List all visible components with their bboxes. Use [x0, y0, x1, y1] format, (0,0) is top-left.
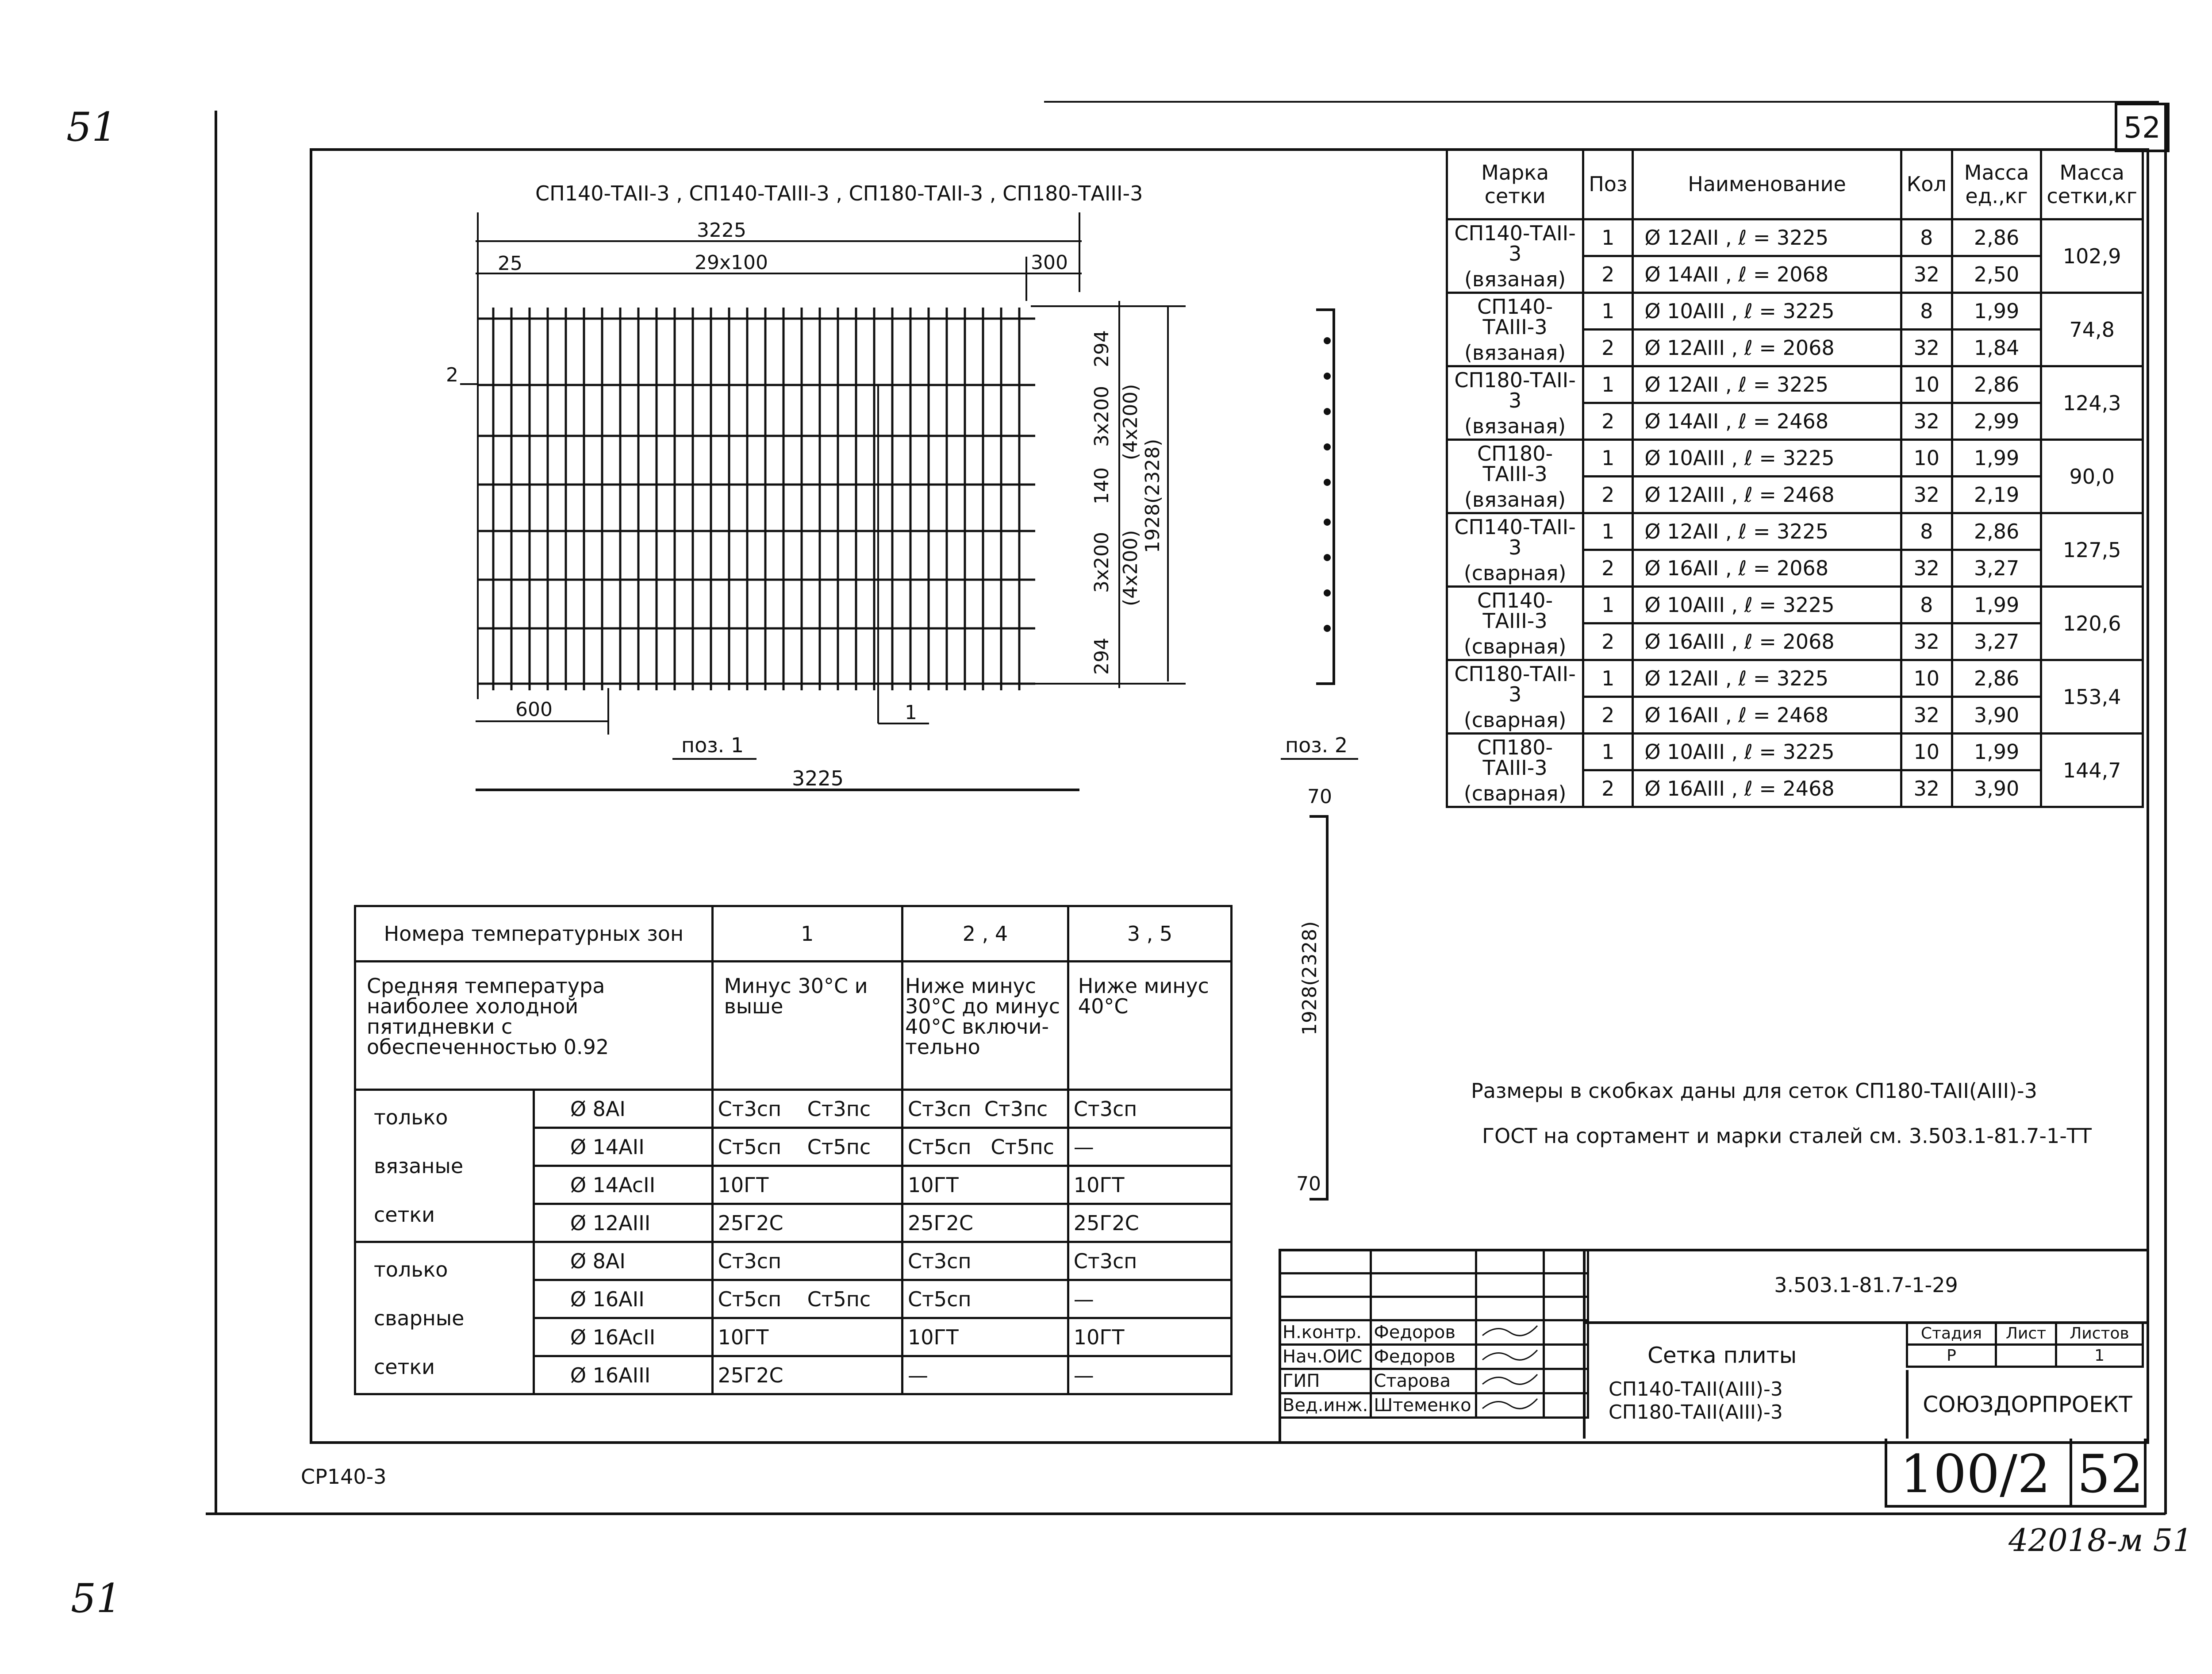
- spec-qty: 32: [1901, 770, 1952, 807]
- revision-grid: [1279, 1249, 1589, 1419]
- zones-steel-2: —: [902, 1356, 1068, 1394]
- doc-code: 3.503.1-81.7-1-29: [1583, 1249, 2147, 1324]
- spec-pos: 2: [1583, 403, 1633, 440]
- spec-mark: [1447, 366, 1583, 440]
- spec-qty: 10: [1901, 366, 1952, 403]
- zones-steel-1: Ст3сп: [712, 1242, 902, 1280]
- sheets-header: Листов: [2056, 1323, 2143, 1345]
- spec-row: [1447, 660, 2143, 697]
- signature-role: Нач.ОИС: [1280, 1345, 1371, 1369]
- spec-unit-mass: 2,86: [1952, 660, 2041, 697]
- spec-mark-code: СП140-ТАIII-3: [1477, 294, 1553, 339]
- spec-mark-type: (сварная): [1463, 781, 1567, 805]
- zone-temp-2: Ниже минус 30°С до минус 40°С включи-тельно: [902, 962, 1068, 1090]
- spec-unit-mass: 3,27: [1952, 550, 2041, 587]
- spec-name: Ø 12AII , ℓ = 3225: [1633, 513, 1901, 550]
- bar-section-dot: [1324, 554, 1331, 561]
- zones-group-label-line: сетки: [374, 1202, 435, 1227]
- spec-pos: 2: [1583, 770, 1633, 807]
- dim-total: 3225: [697, 219, 746, 242]
- spec-unit-mass: 2,19: [1952, 477, 2041, 513]
- zones-group-label: [355, 1242, 534, 1394]
- zone-temp-1: Минус 30°С и выше: [712, 962, 902, 1090]
- spec-name: Ø 12AII , ℓ = 3225: [1633, 660, 1901, 697]
- sheet-title: Сетка плиты: [1647, 1343, 1797, 1368]
- pos1-label: поз. 1: [681, 733, 744, 757]
- spec-total-mass: 120,6: [2041, 587, 2143, 660]
- spec-pos: 2: [1583, 550, 1633, 587]
- signature-name: Федоров: [1371, 1320, 1476, 1345]
- sheet-number: 52: [2077, 1443, 2144, 1505]
- dim-294-bot: 294: [1091, 638, 1113, 675]
- spec-name: Ø 12AIII , ℓ = 2468: [1633, 477, 1901, 513]
- spec-name: Ø 12AIII , ℓ = 2068: [1633, 330, 1901, 366]
- spec-mark-code: СП180-ТАII-3: [1454, 662, 1576, 706]
- spec-unit-mass: 2,99: [1952, 403, 2041, 440]
- spec-pos: 1: [1583, 366, 1633, 403]
- signature-role: Вед.инж.: [1280, 1393, 1371, 1418]
- zones-steel-3: —: [1068, 1128, 1231, 1166]
- zones-group-label-line: сварные: [374, 1306, 465, 1330]
- note-gost: ГОСТ на сортамент и марки сталей см. 3.503.1-81.7-1-ТТ: [1482, 1124, 2092, 1148]
- zones-steel-2: Ст5сп: [902, 1280, 1068, 1318]
- spec-name: Ø 12AII , ℓ = 3225: [1633, 219, 1901, 256]
- pos2-label: поз. 2: [1285, 733, 1348, 757]
- dim-294-top: 294: [1091, 330, 1113, 367]
- zones-bar: Ø 8AI: [534, 1242, 712, 1280]
- signature-row: [1280, 1320, 1588, 1345]
- spec-name: Ø 12AII , ℓ = 3225: [1633, 366, 1901, 403]
- zones-steel-1: 25Г2С: [712, 1356, 902, 1394]
- spec-mark-type: (вязаная): [1464, 487, 1566, 512]
- spec-unit-mass: 2,86: [1952, 366, 2041, 403]
- spec-name: Ø 14AII , ℓ = 2068: [1633, 256, 1901, 293]
- spec-total-mass: 153,4: [2041, 660, 2143, 734]
- spec-qty: 32: [1901, 477, 1952, 513]
- signature-role: Н.контр.: [1280, 1320, 1371, 1345]
- handwritten-archive-number: 42018-м 51: [2008, 1522, 2193, 1559]
- spec-pos: 1: [1583, 293, 1633, 330]
- dim-height: 1928(2328): [1141, 439, 1164, 553]
- zones-group-label-line: только: [374, 1257, 448, 1281]
- spec-total-mass: 127,5: [2041, 513, 2143, 587]
- zones-steel-2: Ст5сп Ст5пс: [902, 1128, 1068, 1166]
- zones-header-label: Номера температурных зон: [355, 906, 713, 962]
- spec-name: Ø 10AIII , ℓ = 3225: [1633, 440, 1901, 477]
- signature-date: [1544, 1320, 1588, 1345]
- sheet-number-top: 52: [2115, 103, 2170, 152]
- spec-qty: 10: [1901, 660, 1952, 697]
- doc-number: 100/2: [1900, 1443, 2051, 1505]
- zones-steel-3: Ст3сп: [1068, 1090, 1231, 1128]
- bar-section-dot: [1324, 625, 1331, 632]
- dim-pitch: 29x100: [695, 251, 768, 274]
- bar-section-dot: [1324, 408, 1331, 415]
- temperature-zones-table: [354, 905, 1233, 1395]
- signature-date: [1544, 1345, 1588, 1369]
- spec-unit-mass: 1,99: [1952, 293, 2041, 330]
- spec-unit-mass: 1,99: [1952, 734, 2041, 770]
- signature-mark: [1476, 1369, 1544, 1393]
- zones-steel-3: —: [1068, 1356, 1231, 1394]
- spec-mark-type: (сварная): [1463, 708, 1567, 732]
- spec-mark-code: СП180-ТАII-3: [1454, 368, 1576, 412]
- signature-mark: [1476, 1393, 1544, 1418]
- pos1-marker: 1: [905, 701, 917, 724]
- spec-pos: 1: [1583, 587, 1633, 623]
- zones-steel-3: 10ГТ: [1068, 1166, 1231, 1204]
- spec-name: Ø 16AII , ℓ = 2468: [1633, 697, 1901, 734]
- zone-col-2: 2 , 4: [902, 906, 1068, 962]
- zones-steel-3: —: [1068, 1280, 1231, 1318]
- zones-temp-label: Средняя температура наиболее холодной пятидневки с обеспеченностью 0.92: [355, 962, 713, 1090]
- spec-pos: 2: [1583, 256, 1633, 293]
- spec-name: Ø 16AII , ℓ = 2068: [1633, 550, 1901, 587]
- spec-pos: 1: [1583, 734, 1633, 770]
- zones-bar: Ø 14AII: [534, 1128, 712, 1166]
- spec-qty: 10: [1901, 734, 1952, 770]
- spec-header-pos: Поз: [1583, 150, 1633, 219]
- spec-pos: 1: [1583, 513, 1633, 550]
- signature-name: Штеменко: [1371, 1393, 1476, 1418]
- spec-mark: [1447, 293, 1583, 366]
- bar-section-dot: [1324, 479, 1331, 486]
- zones-bar: Ø 8AI: [534, 1090, 712, 1128]
- spec-mark-code: СП140-ТАII-3: [1454, 221, 1576, 266]
- spec-row: [1447, 219, 2143, 256]
- stage-header: Стадия: [1907, 1323, 1996, 1345]
- zones-steel-3: Ст3сп: [1068, 1242, 1231, 1280]
- spec-pos: 2: [1583, 623, 1633, 660]
- zones-steel-2: Ст3сп: [902, 1242, 1068, 1280]
- sheet-header: Лист: [1996, 1323, 2056, 1345]
- stage-value: Р: [1907, 1345, 1996, 1367]
- zones-bar: Ø 14AcII: [534, 1166, 712, 1204]
- pos2-height-dim: 1928(2328): [1298, 921, 1321, 1035]
- sheets-value: 1: [2056, 1345, 2143, 1367]
- handwritten-mark-top: 51: [66, 104, 117, 150]
- spec-row: [1447, 293, 2143, 330]
- spec-pos: 1: [1583, 440, 1633, 477]
- spec-pos: 2: [1583, 330, 1633, 366]
- handwritten-mark-bottom: 51: [71, 1575, 122, 1622]
- spec-qty: 8: [1901, 587, 1952, 623]
- spec-mark: [1447, 440, 1583, 513]
- spec-mark-type: (вязаная): [1464, 414, 1566, 438]
- zones-group-label-line: сетки: [374, 1355, 435, 1379]
- spec-qty: 32: [1901, 330, 1952, 366]
- spec-pos: 2: [1583, 477, 1633, 513]
- spec-qty: 8: [1901, 219, 1952, 256]
- spec-mark-code: СП180-ТАIII-3: [1477, 441, 1553, 486]
- signature-mark: [1476, 1320, 1544, 1345]
- spec-mark-code: СП140-ТАIII-3: [1477, 588, 1553, 633]
- bar-section-dot: [1324, 373, 1331, 380]
- pos1-length: 3225: [792, 766, 844, 790]
- spec-unit-mass: 2,50: [1952, 256, 2041, 293]
- spec-pos: 2: [1583, 697, 1633, 734]
- spec-qty: 32: [1901, 623, 1952, 660]
- spec-row: [1447, 513, 2143, 550]
- zones-steel-2: 10ГТ: [902, 1318, 1068, 1356]
- spec-unit-mass: 2,86: [1952, 219, 2041, 256]
- organization-name: СОЮЗДОРПРОЕКТ: [1906, 1370, 2147, 1439]
- zones-steel-2: Ст3сп Ст3пс: [902, 1090, 1068, 1128]
- spec-qty: 32: [1901, 403, 1952, 440]
- spec-name: Ø 10AIII , ℓ = 3225: [1633, 587, 1901, 623]
- dim-4x200-a: (4x200): [1119, 384, 1142, 460]
- spec-mark-code: СП180-ТАIII-3: [1477, 735, 1553, 780]
- sheet-title-line3: СП180-ТАII(AIII)-3: [1609, 1401, 1783, 1424]
- pos2-top-dim: 70: [1307, 785, 1332, 808]
- spec-unit-mass: 1,84: [1952, 330, 2041, 366]
- spec-header-name: Наименование: [1633, 150, 1901, 219]
- spec-name: Ø 10AIII , ℓ = 3225: [1633, 293, 1901, 330]
- spec-total-mass: 144,7: [2041, 734, 2143, 807]
- zones-bar: Ø 16AcII: [534, 1318, 712, 1356]
- spec-name: Ø 14AII , ℓ = 2468: [1633, 403, 1901, 440]
- spec-name: Ø 16AIII , ℓ = 2468: [1633, 770, 1901, 807]
- spec-qty: 10: [1901, 440, 1952, 477]
- dim-3x200-a: 3x200: [1091, 385, 1113, 447]
- spec-pos: 1: [1583, 219, 1633, 256]
- spec-header-mark: Марка сетки: [1447, 150, 1583, 219]
- spec-row: [1447, 440, 2143, 477]
- zones-steel-2: 25Г2С: [902, 1204, 1068, 1242]
- signature-mark: [1476, 1345, 1544, 1369]
- zone-col-1: 1: [712, 906, 902, 962]
- dim-140: 140: [1091, 467, 1113, 504]
- signature-date: [1544, 1393, 1588, 1418]
- spec-header-unit-mass: Масса ед.,кг: [1952, 150, 2041, 219]
- spec-qty: 32: [1901, 550, 1952, 587]
- signature-row: [1280, 1369, 1588, 1393]
- drawing-title: СП140-ТАII-3 , СП140-ТАIII-3 , СП180-ТАII-3 , СП180-ТАIII-3: [535, 181, 1143, 205]
- spec-row: [1447, 734, 2143, 770]
- spec-unit-mass: 3,90: [1952, 770, 2041, 807]
- spec-unit-mass: 3,90: [1952, 697, 2041, 734]
- pos2-marker: 2: [446, 364, 458, 386]
- zones-row: [355, 1242, 1232, 1280]
- zone-temp-3: Ниже минус 40°С: [1068, 962, 1231, 1090]
- zones-steel-1: Ст5сп Ст5пс: [712, 1280, 902, 1318]
- spec-mark: [1447, 219, 1583, 293]
- zones-row: [355, 1090, 1232, 1128]
- spec-mark-type: (вязаная): [1464, 340, 1566, 365]
- zones-group-label: [355, 1090, 534, 1242]
- signature-row: [1280, 1393, 1588, 1418]
- spec-mark-type: (вязаная): [1464, 267, 1566, 291]
- spec-header-qty: Кол: [1901, 150, 1952, 219]
- spec-total-mass: 102,9: [2041, 219, 2143, 293]
- spec-name: Ø 16AIII , ℓ = 2068: [1633, 623, 1901, 660]
- signature-date: [1544, 1369, 1588, 1393]
- zones-steel-3: 25Г2С: [1068, 1204, 1231, 1242]
- sheet-title-cell: [1583, 1321, 1909, 1439]
- pos2-bottom-dim: 70: [1296, 1173, 1321, 1195]
- spec-mark: [1447, 513, 1583, 587]
- signature-row: [1280, 1345, 1588, 1369]
- left-code: СР140-3: [301, 1465, 387, 1489]
- zones-bar: Ø 16AII: [534, 1280, 712, 1318]
- sheet-title-line2: СП140-ТАII(AIII)-3: [1609, 1378, 1783, 1401]
- zones-steel-1: 10ГТ: [712, 1166, 902, 1204]
- sheet-value: [1996, 1345, 2056, 1367]
- spec-row: [1447, 366, 2143, 403]
- spec-unit-mass: 1,99: [1952, 440, 2041, 477]
- spec-qty: 8: [1901, 293, 1952, 330]
- zones-steel-3: 10ГТ: [1068, 1318, 1231, 1356]
- dim-left: 25: [498, 252, 522, 275]
- spec-mark-type: (сварная): [1463, 634, 1567, 658]
- specification-table: [1446, 148, 2144, 808]
- dim-4x200-b: (4x200): [1119, 530, 1142, 606]
- spec-unit-mass: 2,86: [1952, 513, 2041, 550]
- bar-section-dot: [1324, 443, 1331, 450]
- zone-col-3: 3 , 5: [1068, 906, 1231, 962]
- spec-total-mass: 74,8: [2041, 293, 2143, 366]
- spec-unit-mass: 1,99: [1952, 587, 2041, 623]
- zones-steel-1: 25Г2С: [712, 1204, 902, 1242]
- dim-right: 300: [1031, 251, 1068, 274]
- dim-3x200-b: 3x200: [1091, 531, 1113, 593]
- spec-mark: [1447, 734, 1583, 807]
- bar-section-dot: [1324, 519, 1331, 526]
- zones-bar: Ø 12AIII: [534, 1204, 712, 1242]
- zones-steel-1: Ст5сп Ст5пс: [712, 1128, 902, 1166]
- zones-group-label-line: вязаные: [374, 1154, 464, 1178]
- spec-row: [1447, 587, 2143, 623]
- bar-section-dot: [1324, 589, 1331, 596]
- spec-mark-type: (сварная): [1463, 561, 1567, 585]
- spec-qty: 32: [1901, 697, 1952, 734]
- zones-group-label-line: только: [374, 1105, 448, 1129]
- zones-steel-1: Ст3сп Ст3пс: [712, 1090, 902, 1128]
- zones-bar: Ø 16AIII: [534, 1356, 712, 1394]
- spec-mark: [1447, 660, 1583, 734]
- zones-steel-2: 10ГТ: [902, 1166, 1068, 1204]
- spec-mark: [1447, 587, 1583, 660]
- signature-role: ГИП: [1280, 1369, 1371, 1393]
- spec-pos: 1: [1583, 660, 1633, 697]
- signature-name: Старова: [1371, 1369, 1476, 1393]
- spec-qty: 8: [1901, 513, 1952, 550]
- spec-header-total-mass: Масса сетки,кг: [2041, 150, 2143, 219]
- dim-600: 600: [515, 698, 553, 721]
- zones-steel-1: 10ГТ: [712, 1318, 902, 1356]
- note-brackets: Размеры в скобках даны для сеток СП180-ТАII(AIII)-3: [1471, 1079, 2037, 1103]
- spec-mark-code: СП140-ТАII-3: [1454, 515, 1576, 559]
- spec-name: Ø 10AIII , ℓ = 3225: [1633, 734, 1901, 770]
- stage-table: [1906, 1321, 2144, 1368]
- spec-total-mass: 90,0: [2041, 440, 2143, 513]
- signature-name: Федоров: [1371, 1345, 1476, 1369]
- spec-unit-mass: 3,27: [1952, 623, 2041, 660]
- spec-qty: 32: [1901, 256, 1952, 293]
- spec-total-mass: 124,3: [2041, 366, 2143, 440]
- bar-section-dot: [1324, 337, 1331, 344]
